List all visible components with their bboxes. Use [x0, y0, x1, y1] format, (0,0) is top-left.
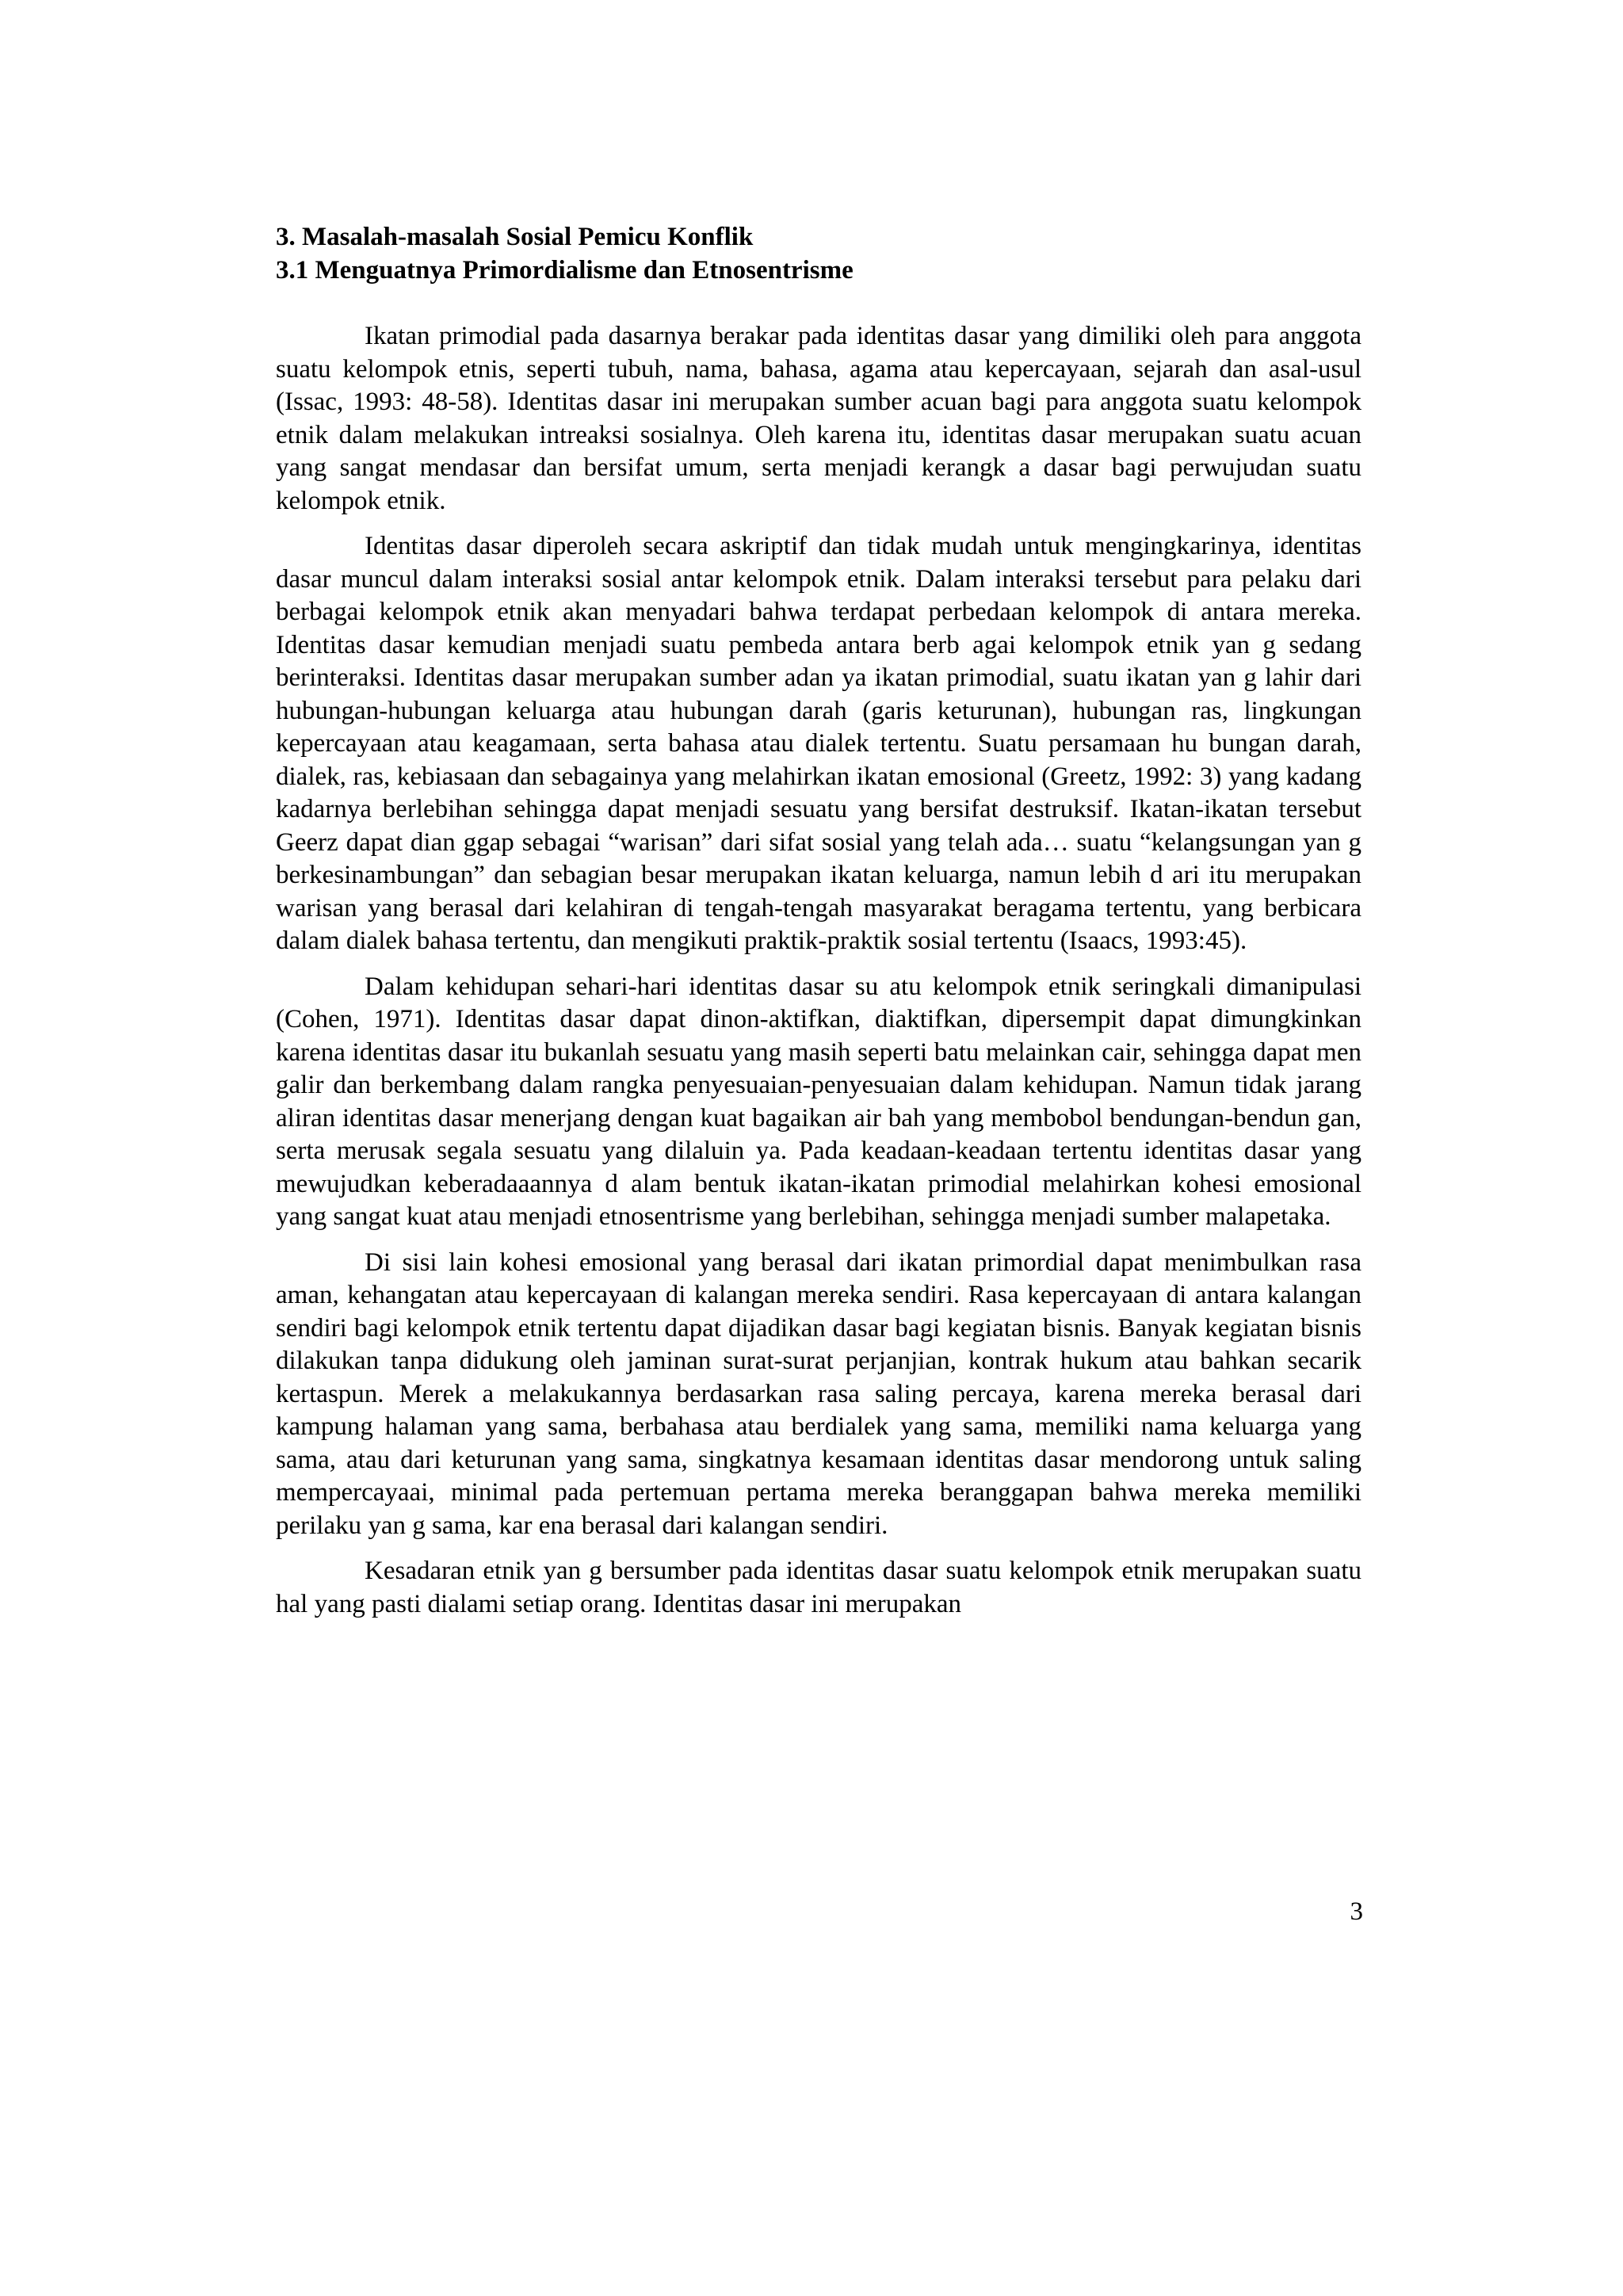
page-number: 3	[1350, 1897, 1363, 1926]
body-text	[276, 320, 1361, 1621]
paragraph: Identitas dasar diperoleh secara askriptif dan tidak mudah untuk mengingkarinya, identitas dasar muncul dalam interaksi sosial antar kelompok etnik. Dalam interaksi tersebut para pelaku dari berbagai kelompok etnik akan menyadari bahwa terdapat perbedaan kelompok di antara mereka. Identitas dasar kemudian menjadi suatu pembeda antara berb agai kelompok etnik yan g sedang berinteraksi. Identitas dasar merupakan sumber adan ya ikatan primodial, suatu ikatan yan g lahir dari hubungan-hubungan keluarga atau hubungan darah (garis keturunan), hubungan ras, lingkungan kepercayaan atau keagamaan, serta bahasa atau dialek tertentu. Suatu persamaan hu bungan darah, dialek, ras, kebiasaan dan sebagainya yang melahirkan ikatan emosional (Greetz, 1992: 3) yang kadang kadarnya berlebihan sehingga dapat menjadi sesuatu yang bersifat destruksif. Ikatan-ikatan tersebut Geerz dapat dian ggap sebagai “warisan” dari sifat sosial yang telah ada… suatu “kelangsungan yan g berkesinambungan” dan sebagian besar merupakan ikatan keluarga, namun lebih d ari itu merupakan warisan yang berasal dari kelahiran di tengah-tengah masyarakat beragama tertentu, yang berbicara dalam dialek bahasa tertentu, dan mengikuti praktik-praktik sosial tertentu (Isaacs, 1993:45).	[276, 532, 1361, 955]
section-heading: 3. Masalah-masalah Sosial Pemicu Konflik	[276, 223, 754, 251]
paragraph: Ikatan primodial pada dasarnya berakar pada identitas dasar yang dimiliki oleh para anggota suatu kelompok etnis, seperti tubuh, nama, bahasa, agama atau kepercayaan, sejarah dan asal-usul (Issac, 1993: 48-58). Identitas dasar ini merupakan sumber acuan bagi para anggota suatu kelompok etnik dalam melakukan intreaksi sosialnya. Oleh karena itu, identitas dasar merupakan suatu acuan yang sangat mendasar dan bersifat umum, serta menjadi kerangk a dasar bagi perwujudan suatu kelompok etnik.	[276, 322, 1361, 515]
paragraph: Dalam kehidupan sehari-hari identitas dasar su atu kelompok etnik seringkali dimanipulasi (Cohen, 1971). Identitas dasar dapat dinon-aktifkan, diaktifkan, dipersempit dapat dimungkinkan karena identitas dasar itu bukanlah sesuatu yang masih seperti batu melainkan cair, sehingga dapat men galir dan berkembang dalam rangka penyesuaian-penyesuaian dalam kehidupan. Namun tidak jarang aliran identitas dasar menerjang dengan kuat bagaikan air bah yang membobol bendungan-bendun gan, serta merusak segala sesuatu yang dilaluin ya. Pada keadaan-keadaan tertentu identitas dasar yang mewujudkan keberadaaannya d alam bentuk ikatan-ikatan primodial melahirkan kohesi emosional yang sangat kuat atau menjadi etnosentrisme yang berlebihan, sehingga menjadi sumber malapetaka.	[276, 972, 1361, 1231]
page-content	[276, 220, 1361, 1633]
subsection-heading: 3.1 Menguatnya Primordialisme dan Etnosentrisme	[276, 256, 854, 285]
paragraph: Kesadaran etnik yan g bersumber pada identitas dasar suatu kelompok etnik merupakan suatu hal yang pasti dialami setiap orang. Identitas dasar ini merupakan	[276, 1557, 1361, 1618]
paragraph: Di sisi lain kohesi emosional yang berasal dari ikatan primordial dapat menimbulkan rasa aman, kehangatan atau kepercayaan di kalangan mereka sendiri. Rasa kepercayaan di antara kalangan sendiri bagi kelompok etnik tertentu dapat dijadikan dasar bagi kegiatan bisnis. Banyak kegiatan bisnis dilakukan tanpa didukung oleh jaminan surat-surat perjanjian, kontrak hukum atau bahkan secarik kertaspun. Merek a melakukannya berdasarkan rasa saling percaya, karena mereka berasal dari kampung halaman yang sama, berbahasa atau berdialek yang sama, memiliki nama keluarga yang sama, atau dari keturunan yang sama, singkatnya kesamaan identitas dasar mendorong untuk saling mempercayaai, minimal pada pertemuan pertama mereka beranggapan bahwa mereka memiliki perilaku yan g sama, kar ena berasal dari kalangan sendiri.	[276, 1247, 1361, 1540]
